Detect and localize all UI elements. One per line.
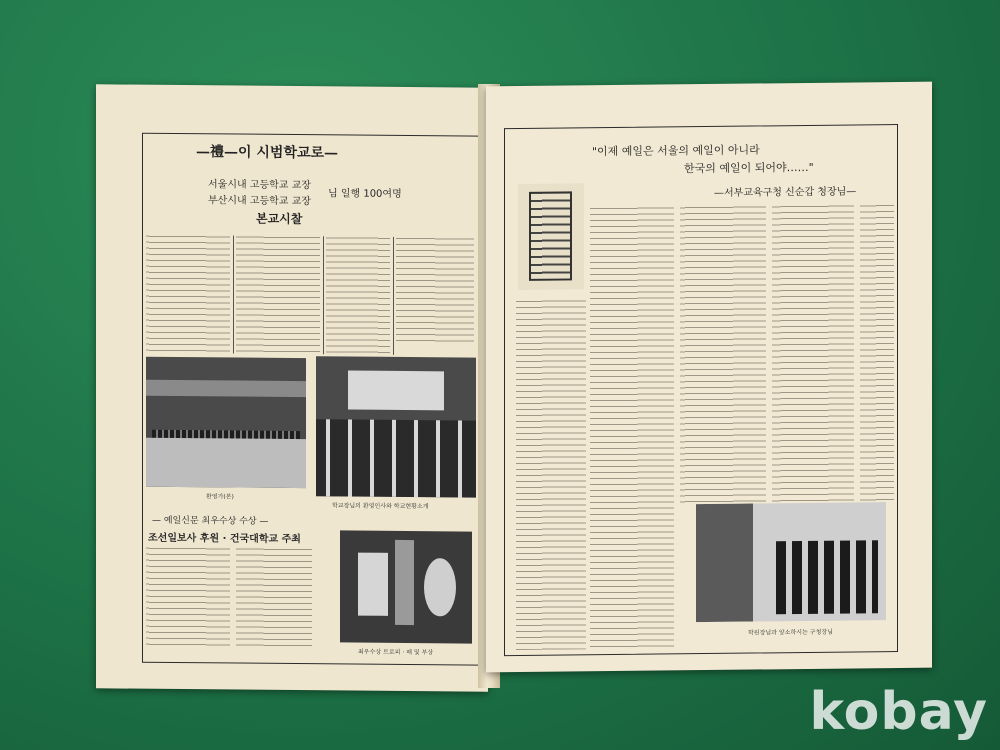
photo4-caption: 학원장님과 앞소하시는 구청장님 — [748, 628, 833, 637]
article-text-col-4 — [772, 202, 854, 503]
article-text-col-3 — [680, 203, 766, 504]
article-text-col-5 — [860, 202, 894, 502]
column-divider — [233, 235, 234, 353]
award-sponsor: 조선일보사 후원 · 건국대학교 주최 — [148, 532, 301, 546]
photo1-caption: 환영가(본) — [206, 493, 234, 501]
byline: —서부교육구청 신순갑 청장님— — [714, 186, 857, 199]
photo2-caption: 학교장님의 환영인사와 학교현황소개 — [332, 502, 429, 511]
photo3-caption: 최우수상 트로피 · 패 및 부상 — [358, 648, 434, 657]
visit-line-1: 서울시내 고등학교 교장 — [208, 179, 311, 192]
quote-line-2: 한국의 예일이 되어야……" — [684, 160, 814, 176]
award-text-col-1 — [146, 545, 230, 650]
award-text-col-2 — [236, 546, 312, 651]
article-text-col-2 — [236, 234, 320, 355]
left-page — [96, 84, 488, 691]
article-text-col-3 — [326, 234, 390, 355]
officials-photo — [696, 502, 886, 622]
visit-title: 본교시찰 — [256, 211, 303, 227]
visit-line-2: 부산시내 고등학교 교장 — [208, 195, 311, 208]
assembly-photo — [316, 356, 476, 497]
watermark: kobay — [809, 682, 988, 742]
left-header: —禮—이 시범학교로— — [196, 144, 339, 162]
article-text-col-1 — [516, 297, 586, 650]
visit-suffix: 님 일행 100여명 — [328, 188, 402, 200]
column-divider — [323, 236, 324, 354]
article-text-col-1 — [146, 233, 230, 354]
trophy-photo — [340, 530, 472, 643]
right-page — [486, 82, 932, 673]
school-building-photo — [146, 357, 306, 488]
quote-line-1: "이제 예일은 서울의 예일이 아니라 — [592, 143, 760, 159]
article-text-col-4 — [396, 235, 474, 344]
building-sketch — [518, 183, 584, 290]
award-header: — 예일신문 최우수상 수상 — — [152, 515, 269, 527]
column-divider — [393, 237, 394, 355]
article-text-col-2 — [590, 204, 674, 649]
